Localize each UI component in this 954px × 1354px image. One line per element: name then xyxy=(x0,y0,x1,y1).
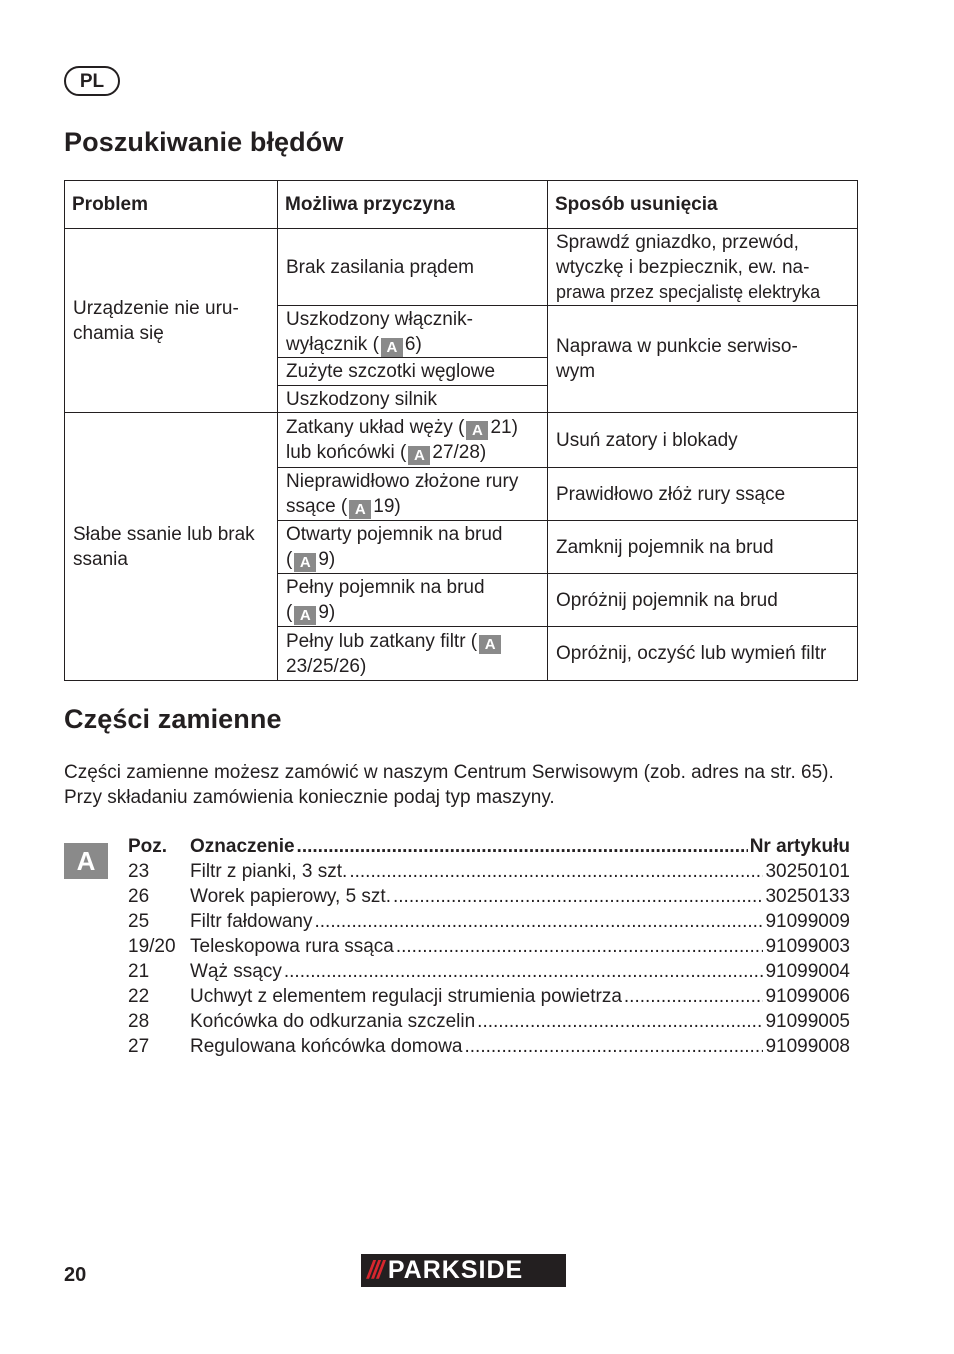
cause-text: Pełny pojemnik na brud ( xyxy=(286,577,485,623)
problem-text: Urządzenie nie uru- chamia się xyxy=(73,297,239,344)
item-pos: 19/20 xyxy=(128,936,176,957)
cause-cell xyxy=(278,386,548,413)
cause-text: 21) lub końcówki ( xyxy=(286,417,518,463)
item-pos: 25 xyxy=(128,911,150,932)
item-pos: 23 xyxy=(128,861,150,882)
solution-cell xyxy=(548,413,858,468)
item-num: 91099009 xyxy=(765,911,850,932)
cause-cell xyxy=(278,468,548,521)
leader-dots xyxy=(396,934,764,959)
cause-text: 9) xyxy=(318,549,336,570)
figure-ref-icon: A xyxy=(408,446,430,465)
list-item xyxy=(128,884,850,909)
leader-dots xyxy=(349,859,763,884)
language-badge: PL xyxy=(64,66,120,96)
solution-text: Opróżnij, oczyść lub wymień filtr xyxy=(556,643,827,664)
item-num: 91099005 xyxy=(765,1011,850,1032)
item-name: Uchwyt z elementem regulacji strumienia powietrza xyxy=(190,986,622,1007)
item-name: Wąż ssący xyxy=(190,961,282,982)
parkside-logo xyxy=(361,1254,566,1287)
cause-text: Brak zasilania prądem xyxy=(286,256,474,278)
item-name: Końcówka do odkurzania szczelin xyxy=(190,1011,476,1032)
problem-cell xyxy=(65,413,278,681)
item-pos: 21 xyxy=(128,961,150,982)
leader-dots xyxy=(477,1009,763,1034)
item-name: Filtr z pianki, 3 szt. xyxy=(190,861,348,882)
table-header-row xyxy=(65,181,858,229)
parts-list-header xyxy=(128,834,850,859)
item-name: Teleskopowa rura ssąca xyxy=(190,936,394,957)
item-pos: 27 xyxy=(128,1036,150,1057)
cause-cell xyxy=(278,306,548,358)
cause-cell xyxy=(278,413,548,468)
table-row xyxy=(65,413,858,468)
cause-text: Zużyte szczotki węglowe xyxy=(286,361,496,382)
solution-cell xyxy=(548,468,858,521)
cause-cell xyxy=(278,229,548,306)
cause-text: 23/25/26) xyxy=(286,655,367,677)
solution-cell xyxy=(548,521,858,574)
header-pos: Poz. xyxy=(128,836,168,857)
problem-text: Słabe ssanie lub brak ssania xyxy=(73,523,255,570)
header-problem: Problem xyxy=(65,181,278,229)
cause-text: Nieprawidłowo złożone rury ssące ( xyxy=(286,471,519,517)
table-row xyxy=(65,229,858,306)
solution-text: Sprawdź gniazdko, przewód, wtyczkę i bezpiecznik, ew. na- xyxy=(556,231,810,278)
item-name: Worek papierowy, 5 szt. xyxy=(190,886,391,907)
spare-parts-list xyxy=(128,834,850,1059)
item-num: 91099004 xyxy=(765,961,850,982)
problem-cell xyxy=(65,229,278,413)
header-num: Nr artykułu xyxy=(749,836,850,857)
cause-cell xyxy=(278,627,548,681)
list-item xyxy=(128,859,850,884)
solution-cell xyxy=(548,306,858,413)
leader-dots xyxy=(284,959,764,984)
figure-ref-icon: A xyxy=(294,606,316,625)
logo-slashes-icon: /// xyxy=(367,1256,382,1284)
item-name: Filtr fałdowany xyxy=(190,911,313,932)
leader-dots xyxy=(393,884,763,909)
list-item xyxy=(128,934,850,959)
item-num: 91099008 xyxy=(765,1036,850,1057)
cause-cell xyxy=(278,574,548,627)
figure-ref-icon: A xyxy=(466,421,488,440)
item-pos: 22 xyxy=(128,986,150,1007)
cause-cell xyxy=(278,521,548,574)
figure-ref-icon: A xyxy=(294,553,316,572)
solution-cell xyxy=(548,627,858,681)
header-solution: Sposób usunięcia xyxy=(548,181,858,229)
spare-parts-intro: Części zamienne możesz zamówić w naszym Centrum Serwisowym (zob. adres na str. 65). Przy składaniu zamówienia koniecznie podaj typ maszyny. xyxy=(64,762,834,808)
logo-text: PARKSIDE xyxy=(387,1256,524,1284)
item-num: 30250101 xyxy=(765,861,850,882)
solution-text: Usuń zatory i blokady xyxy=(556,429,738,451)
list-item xyxy=(128,1009,850,1034)
solution-cell xyxy=(548,574,858,627)
item-name: Regulowana końcówka domowa xyxy=(190,1036,463,1057)
leader-dots xyxy=(465,1034,764,1059)
list-item xyxy=(128,959,850,984)
cause-text: Zatkany układ węży ( xyxy=(286,417,465,438)
item-pos: 26 xyxy=(128,886,150,907)
figure-ref-icon: A xyxy=(349,500,371,519)
figure-a-marker: A xyxy=(64,843,108,879)
solution-cell xyxy=(548,229,858,306)
spare-parts-title: Części zamienne xyxy=(64,704,282,734)
item-num: 30250133 xyxy=(765,886,850,907)
item-num: 91099006 xyxy=(765,986,850,1007)
cause-text: Otwarty pojemnik na brud ( xyxy=(286,524,503,570)
cause-text: 9) xyxy=(318,602,336,623)
list-item xyxy=(128,984,850,1009)
figure-ref-icon: A xyxy=(479,635,501,654)
cause-text: 6) xyxy=(404,333,422,355)
item-num: 91099003 xyxy=(765,936,850,957)
page-number: 20 xyxy=(64,1264,87,1286)
leader-dots xyxy=(297,834,748,859)
cause-text: 19) xyxy=(373,496,401,517)
troubleshooting-table xyxy=(64,180,858,681)
item-pos: 28 xyxy=(128,1011,150,1032)
cause-text: Uszkodzony silnik xyxy=(286,388,437,410)
cause-text: Pełny lub zatkany filtr ( xyxy=(286,630,478,652)
leader-dots xyxy=(315,909,764,934)
header-name: Oznaczenie xyxy=(190,836,295,857)
list-item xyxy=(128,909,850,934)
solution-text: Prawidłowo złóż rury ssące xyxy=(556,483,786,505)
solution-text: Opróżnij pojemnik na brud xyxy=(556,589,778,611)
leader-dots xyxy=(624,984,764,1009)
list-item xyxy=(128,1034,850,1059)
troubleshooting-title: Poszukiwanie błędów xyxy=(64,127,344,157)
solution-text: prawa przez specjalistę elektryka xyxy=(556,281,821,302)
cause-text: Uszkodzony włącznik- wyłącznik ( xyxy=(286,308,473,355)
figure-ref-icon: A xyxy=(381,338,403,357)
cause-text: 27/28) xyxy=(432,442,487,463)
header-cause: Możliwa przyczyna xyxy=(278,181,548,229)
solution-text: Naprawa w punkcie serwiso- wym xyxy=(556,336,798,382)
solution-text: Zamknij pojemnik na brud xyxy=(556,536,774,558)
cause-cell xyxy=(278,358,548,386)
